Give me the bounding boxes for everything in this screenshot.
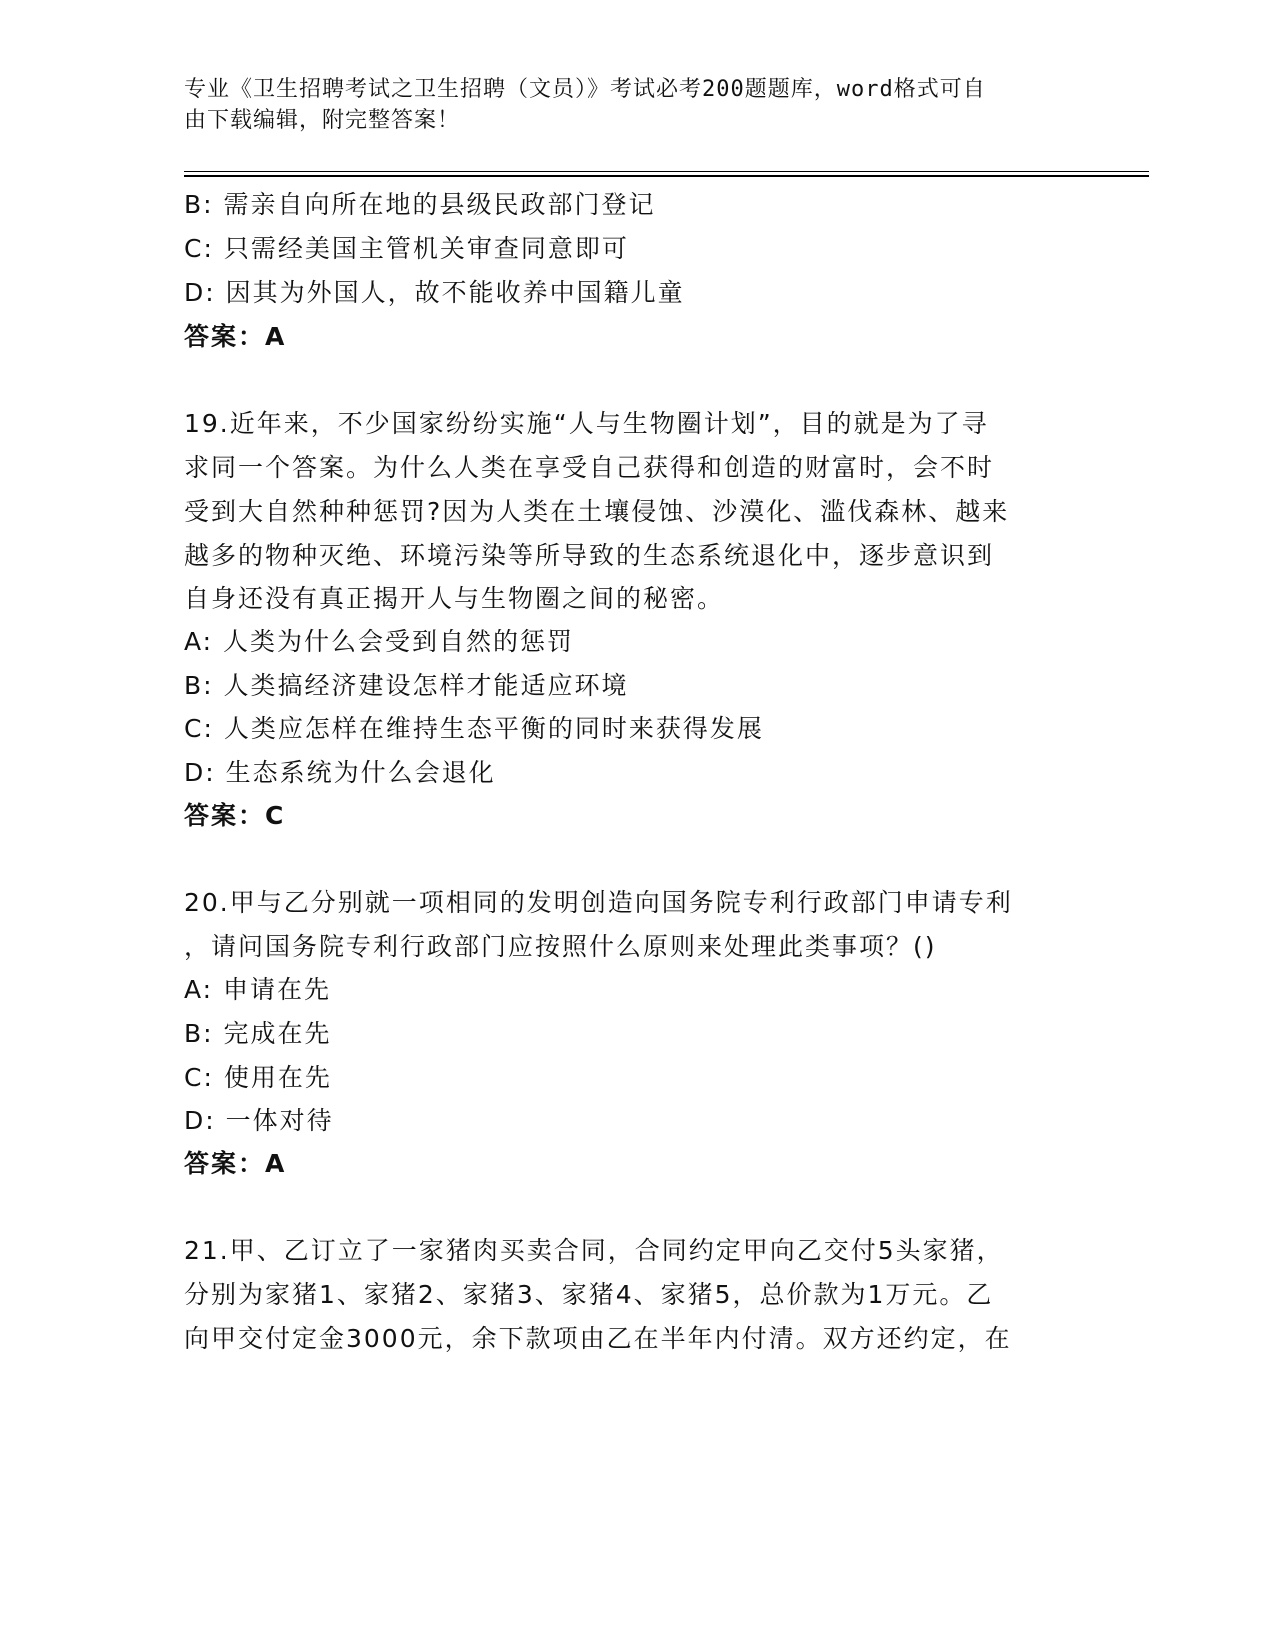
header-line-1: 专业《卫生招聘考试之卫生招聘（文员）》考试必考200题题库，word格式可自 [184, 77, 986, 102]
q19-stem-line-2: 求同一个答案。为什么人类在享受自己获得和创造的财富时，会不时 [184, 453, 995, 482]
q18-option-c: C: 只需经美国主管机关审查同意即可 [184, 234, 629, 263]
q20-option-b: B: 完成在先 [184, 1019, 332, 1048]
header-divider-thick [184, 175, 1149, 177]
document-header [184, 74, 1064, 136]
q19-option-b: B: 人类搞经济建设怎样才能适应环境 [184, 671, 629, 700]
q18-option-b: B: 需亲自向所在地的县级民政部门登记 [184, 190, 656, 219]
q20-option-c: C: 使用在先 [184, 1063, 332, 1092]
q20-option-d: D: 一体对待 [184, 1106, 334, 1135]
q18-option-d: D: 因其为外国人，故不能收养中国籍儿童 [184, 278, 685, 307]
header-line-2: 由下载编辑，附完整答案！ [184, 108, 461, 133]
q21-stem-line-1: 21.甲、乙订立了一家猪肉买卖合同，合同约定甲向乙交付5头家猪， [184, 1236, 1004, 1265]
q21-stem-line-3: 向甲交付定金3000元，余下款项由乙在半年内付清。双方还约定，在 [184, 1324, 1012, 1353]
q19-option-d: D: 生态系统为什么会退化 [184, 758, 496, 787]
q19-option-a: A: 人类为什么会受到自然的惩罚 [184, 627, 575, 656]
q21-stem-line-2: 分别为家猪1、家猪2、家猪3、家猪4、家猪5，总价款为1万元。乙 [184, 1280, 994, 1309]
q19-option-c: C: 人类应怎样在维持生态平衡的同时来获得发展 [184, 714, 764, 743]
q19-stem-line-5: 自身还没有真正揭开人与生物圈之间的秘密。 [184, 584, 725, 613]
q20-stem-line-2: ，请问国务院专利行政部门应按照什么原则来处理此类事项？() [184, 932, 937, 961]
header-divider-thin [184, 171, 1149, 172]
q19-stem-line-4: 越多的物种灭绝、环境污染等所导致的生态系统退化中，逐步意识到 [184, 541, 995, 570]
q18-answer: 答案：A [184, 322, 287, 351]
q19-answer: 答案：C [184, 801, 286, 830]
q20-stem-line-1: 20.甲与乙分别就一项相同的发明创造向国务院专利行政部门申请专利 [184, 888, 1013, 917]
q19-stem-line-1: 19.近年来，不少国家纷纷实施“人与生物圈计划”，目的就是为了寻 [184, 409, 989, 438]
q19-stem-line-3: 受到大自然种种惩罚?因为人类在土壤侵蚀、沙漠化、滥伐森林、越来 [184, 497, 1010, 526]
q20-answer: 答案：A [184, 1149, 287, 1178]
q20-option-a: A: 申请在先 [184, 975, 332, 1004]
